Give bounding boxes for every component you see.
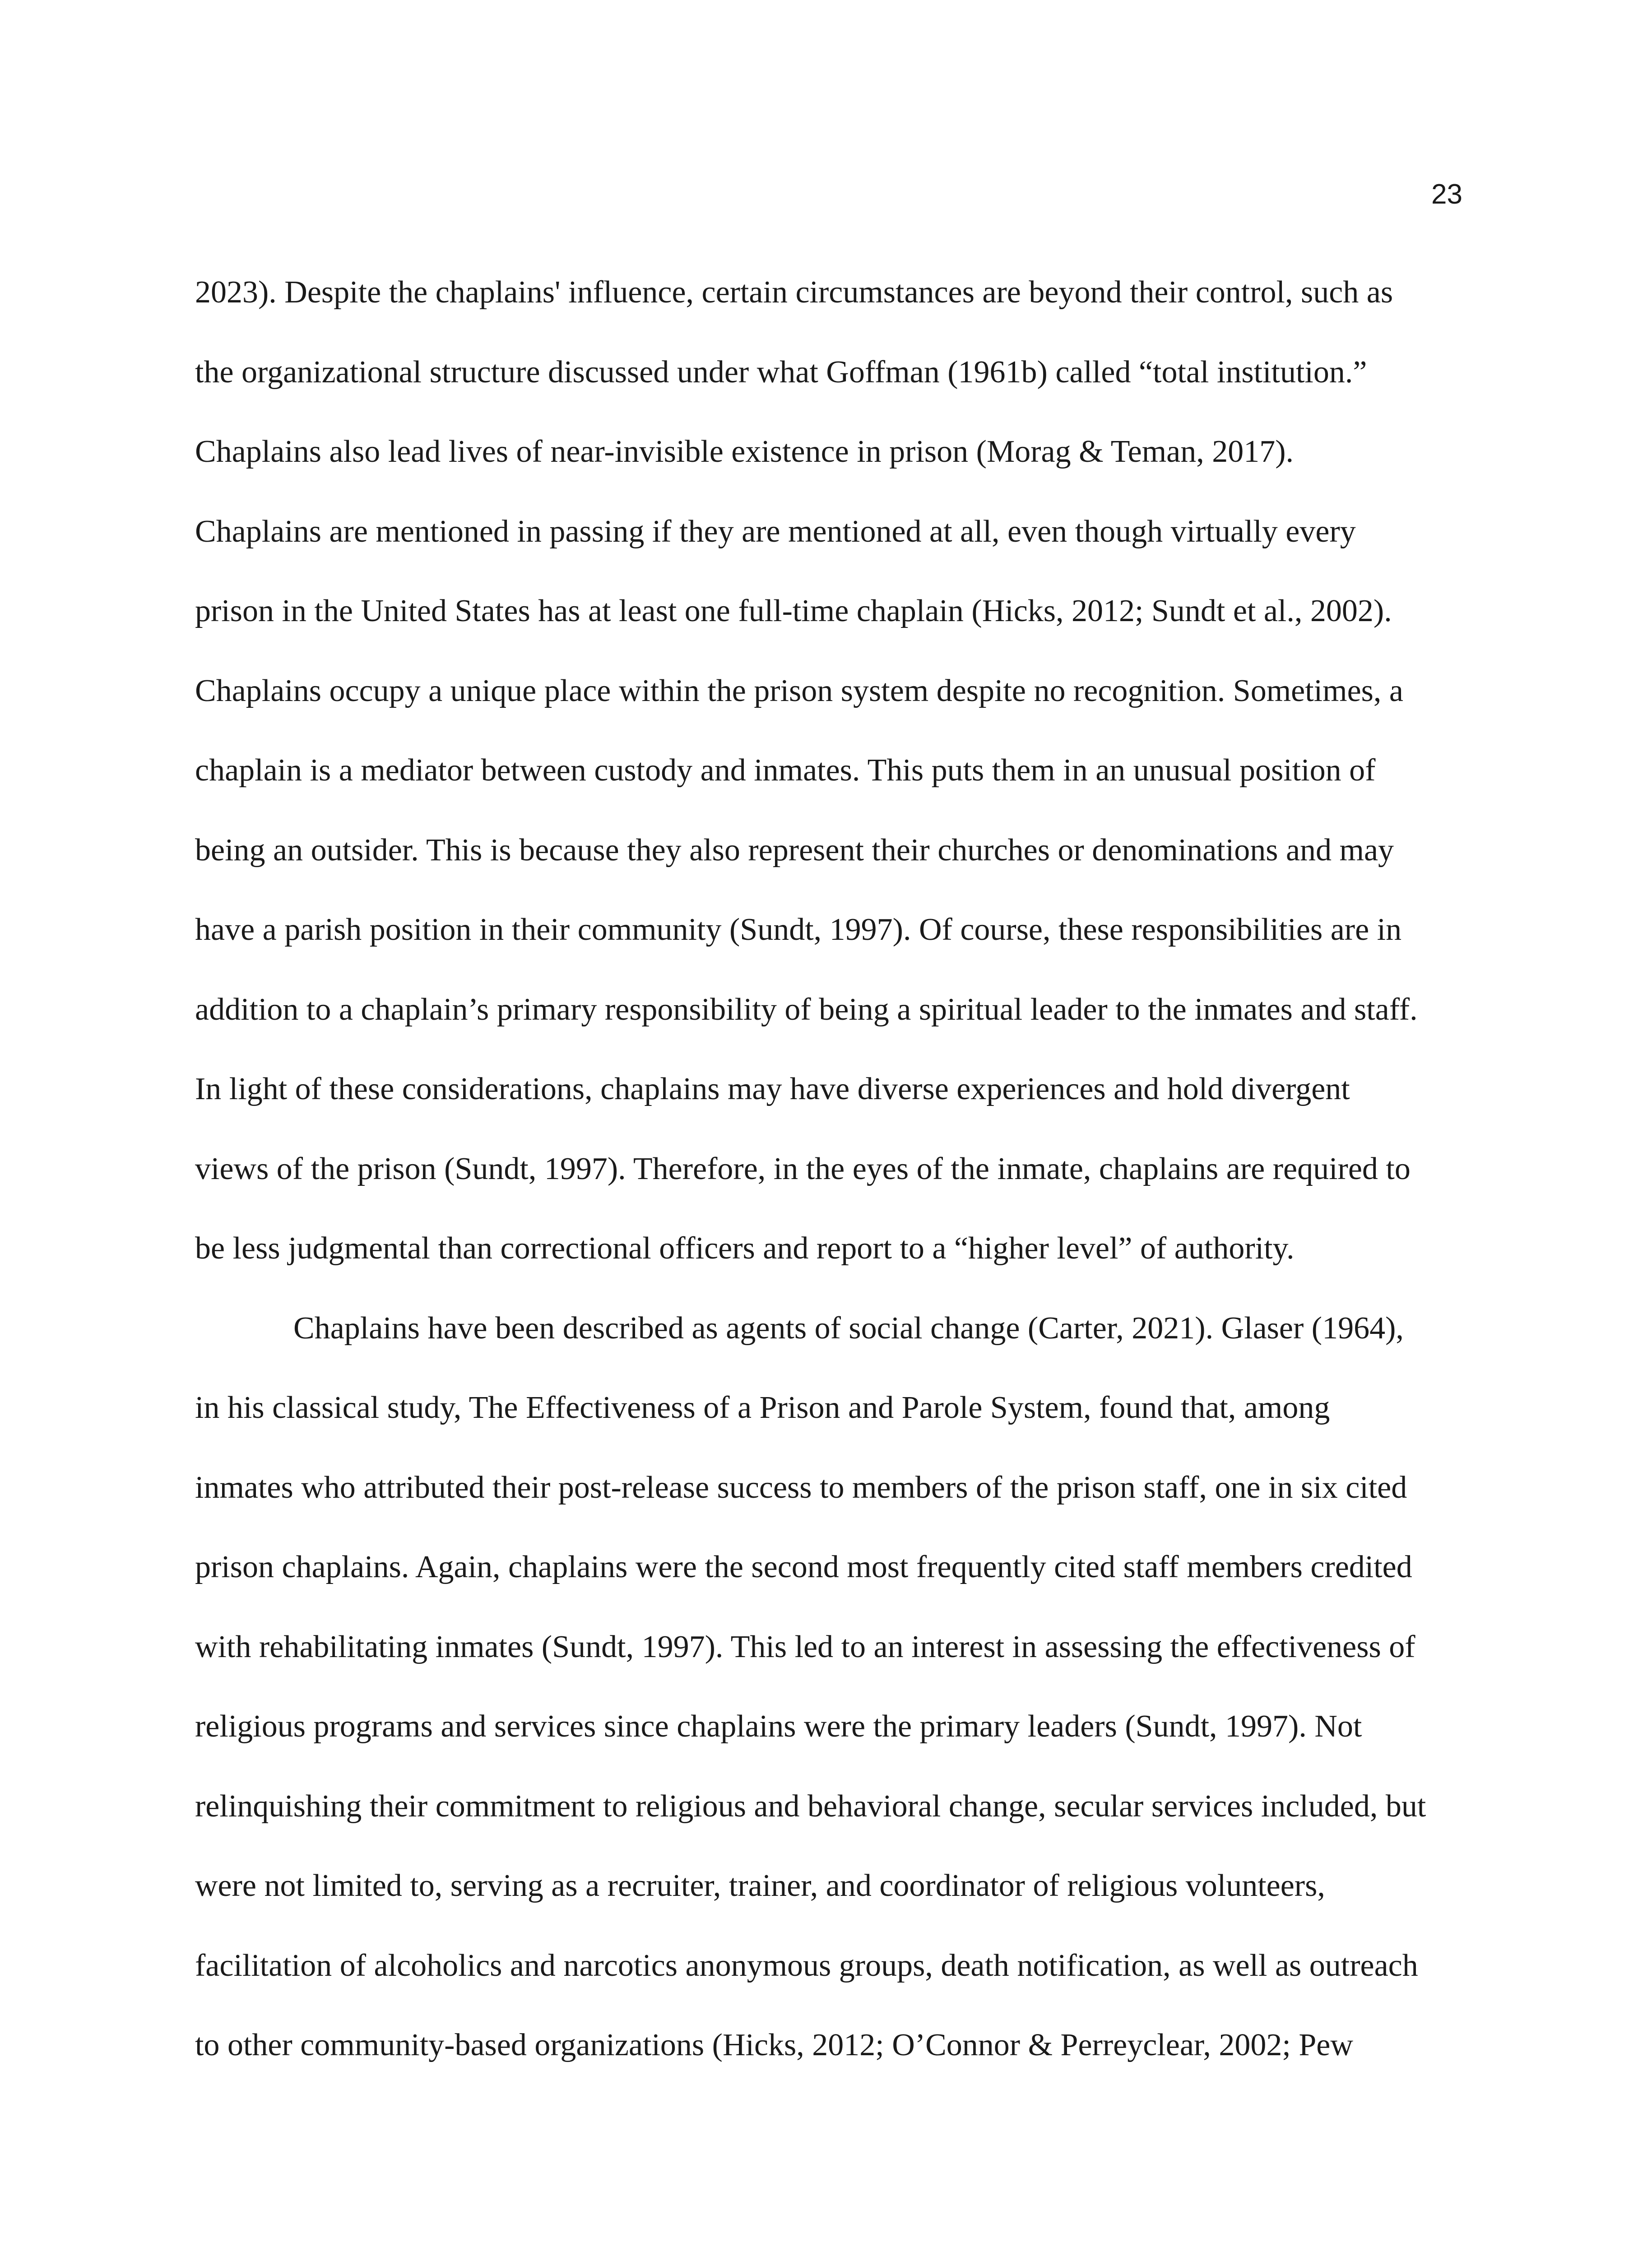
text-line: Chaplains are mentioned in passing if they are mentioned at all, even though virtually every [195,514,1356,549]
page-number: 23 [1431,179,1462,210]
text-line: religious programs and services since chaplains were the primary leaders (Sundt, 1997). Not [195,1709,1362,1744]
text-line: facilitation of alcoholics and narcotics anonymous groups, death notification, as well as outreach [195,1948,1418,1983]
text-line: inmates who attributed their post-release success to members of the prison staff, one in six cited [195,1470,1407,1505]
text-line: were not limited to, serving as a recruiter, trainer, and coordinator of religious volunteers, [195,1868,1325,1903]
text-line: be less judgmental than correctional officers and report to a “higher level” of authority. [195,1231,1295,1266]
text-line: Chaplains occupy a unique place within the prison system despite no recognition. Sometimes, a [195,673,1403,708]
document-body [195,253,1468,2085]
text-line: 2023). Despite the chaplains' influence, certain circumstances are beyond their control, such as [195,275,1393,310]
text-line: the organizational structure discussed under what Goffman (1961b) called “total institution.” [195,354,1367,390]
text-line: Chaplains also lead lives of near-invisible existence in prison (Morag & Teman, 2017). [195,434,1294,469]
text-line: chaplain is a mediator between custody and inmates. This puts them in an unusual position of [195,753,1376,788]
text-line: have a parish position in their community (Sundt, 1997). Of course, these responsibilities are in [195,912,1402,947]
text-line: to other community-based organizations (Hicks, 2012; O’Connor & Perreyclear, 2002; Pew [195,2028,1353,2062]
text-line: addition to a chaplain’s primary responsibility of being a spiritual leader to the inmates and staff. [195,992,1418,1027]
text-line: views of the prison (Sundt, 1997). Therefore, in the eyes of the inmate, chaplains are required to [195,1151,1411,1186]
paragraph-first-line: Chaplains have been described as agents of social change (Carter, 2021). Glaser (1964), [293,1310,1404,1346]
text-line: with rehabilitating inmates (Sundt, 1997). This led to an interest in assessing the effectiveness of [195,1629,1415,1664]
text-line: prison chaplains. Again, chaplains were the second most frequently cited staff members credited [195,1550,1412,1584]
text-line: In light of these considerations, chaplains may have diverse experiences and hold divergent [195,1072,1350,1106]
text-line: prison in the United States has at least one full-time chaplain (Hicks, 2012; Sundt et al., 2002). [195,594,1392,628]
text-line: in his classical study, The Effectiveness of a Prison and Parole System, found that, among [195,1390,1330,1425]
text-line: being an outsider. This is because they also represent their churches or denominations and may [195,832,1394,868]
text-line: relinquishing their commitment to religious and behavioral change, secular services included, but [195,1788,1426,1824]
